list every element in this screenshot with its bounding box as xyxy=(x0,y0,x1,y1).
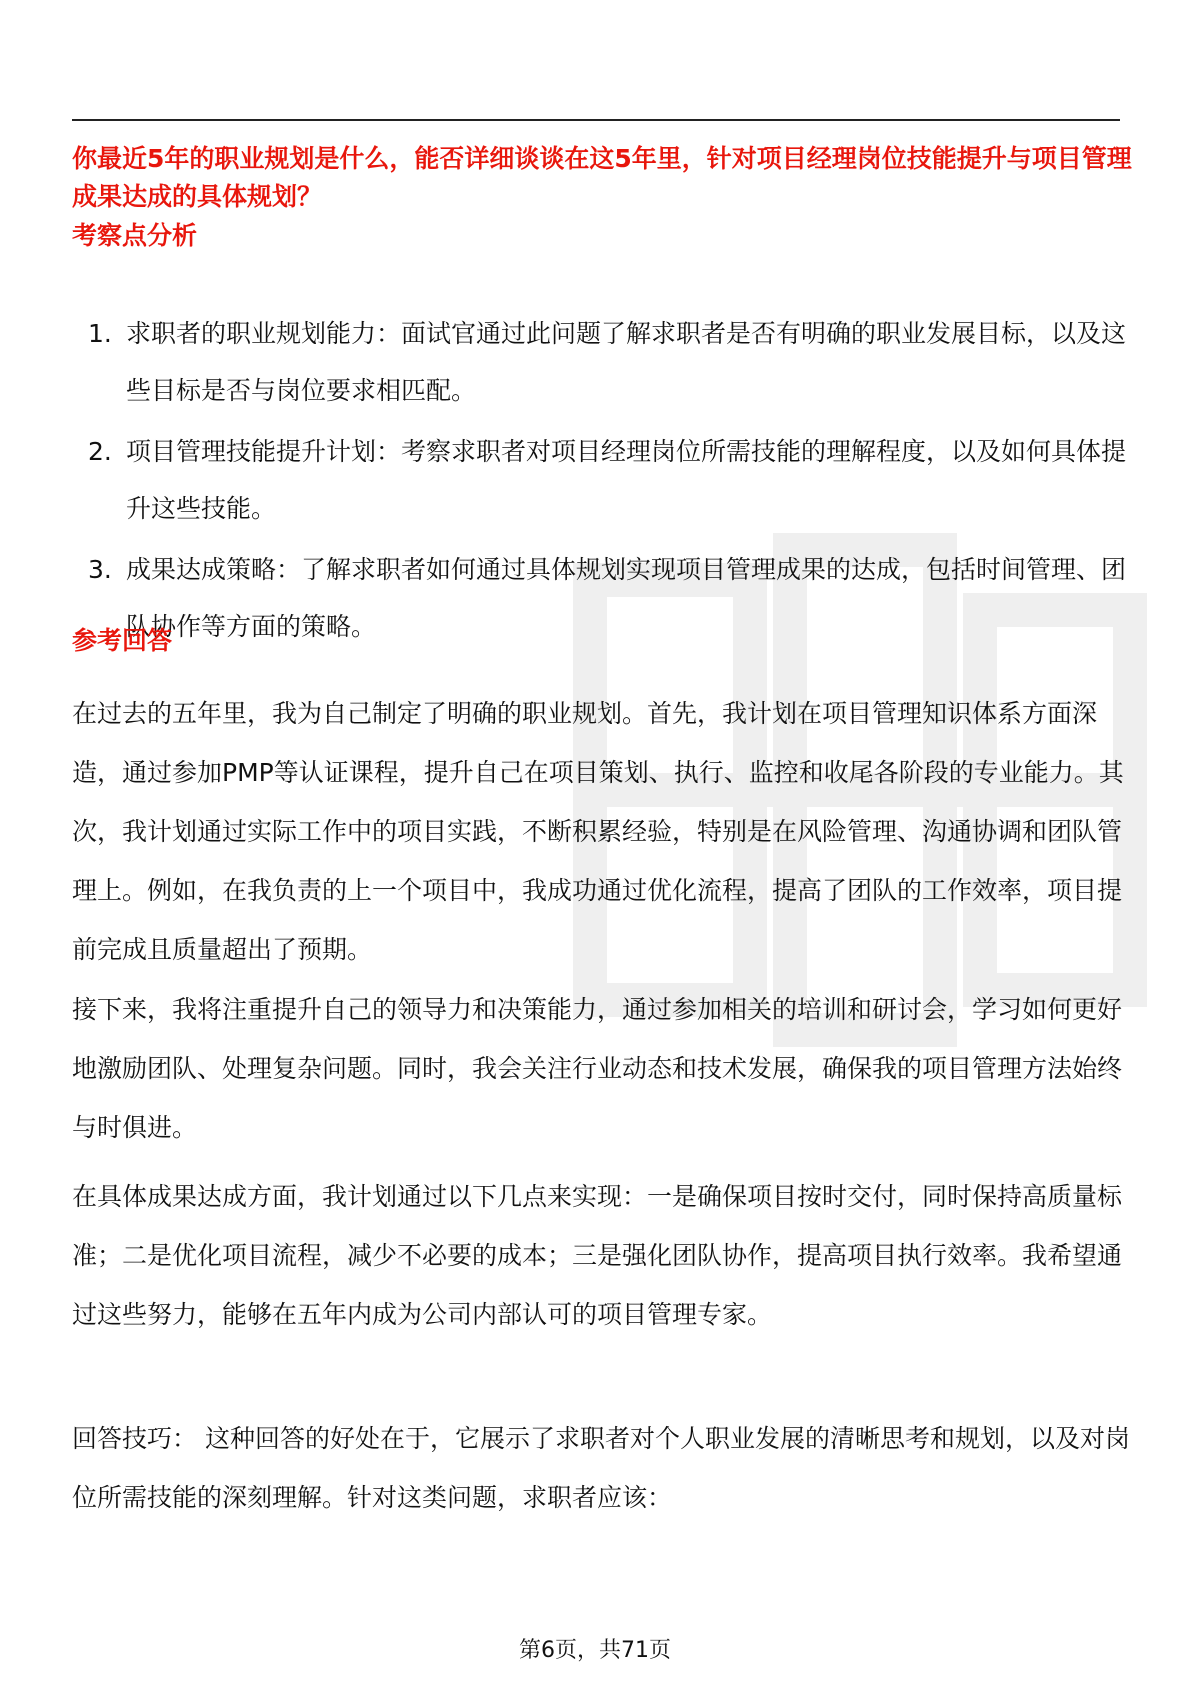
point-number: 3. xyxy=(88,555,112,584)
analysis-point xyxy=(72,541,1132,655)
answer-paragraph: 接下来，我将注重提升自己的领导力和决策能力，通过参加相关的培训和研讨会，学习如何更好地激励团队、处理复杂问题。同时，我会关注行业动态和技术发展，确保我的项目管理方法始终与时俱进。 xyxy=(72,995,1123,1142)
analysis-point-list xyxy=(72,305,1132,659)
point-number: 2. xyxy=(88,437,112,466)
answer-paragraph: 在过去的五年里，我为自己制定了明确的职业规划。首先，我计划在项目管理知识体系方面深造，通过参加PMP等认证课程，提升自己在项目策划、执行、监控和收尾各阶段的专业能力。其次，我计划通过实际工作中的项目实践，不断积累经验，特别是在风险管理、沟通协调和团队管理上。例如，在我负责的上一个项目中，我成功通过优化流程，提高了团队的工作效率，项目提前完成且质量超出了预期。 xyxy=(72,699,1124,964)
page-number: 第6页，共71页 xyxy=(519,1638,671,1663)
point-text: 项目管理技能提升计划：考察求职者对项目经理岗位所需技能的理解程度，以及如何具体提升这些技能。 xyxy=(126,437,1127,523)
point-text: 成果达成策略：了解求职者如何通过具体规划实现项目管理成果的达成，包括时间管理、团队协作等方面的策略。 xyxy=(126,555,1127,641)
analysis-point xyxy=(72,423,1132,537)
header-divider xyxy=(72,119,1120,121)
point-text: 求职者的职业规划能力：面试官通过此问题了解求职者是否有明确的职业发展目标，以及这些目标是否与岗位要求相匹配。 xyxy=(126,319,1127,405)
answer-section-title: 参考回答 xyxy=(72,626,173,655)
analysis-section-title: 考察点分析 xyxy=(72,221,198,250)
answer-paragraph: 在具体成果达成方面，我计划通过以下几点来实现：一是确保项目按时交付，同时保持高质量标准；二是优化项目流程，减少不必要的成本；三是强化团队协作，提高项目执行效率。我希望通过这些努力，能够在五年内成为公司内部认可的项目管理专家。 xyxy=(72,1182,1123,1329)
answer-tips-paragraph: 回答技巧： 这种回答的好处在于，它展示了求职者对个人职业发展的清晰思考和规划，以及对岗位所需技能的深刻理解。针对这类问题，求职者应该： xyxy=(72,1424,1130,1512)
question-heading: 你最近5年的职业规划是什么，能否详细谈谈在这5年里，针对项目经理岗位技能提升与项目管理成果达成的具体规划？ xyxy=(72,144,1132,211)
point-number: 1. xyxy=(88,319,112,348)
analysis-point xyxy=(72,305,1132,419)
